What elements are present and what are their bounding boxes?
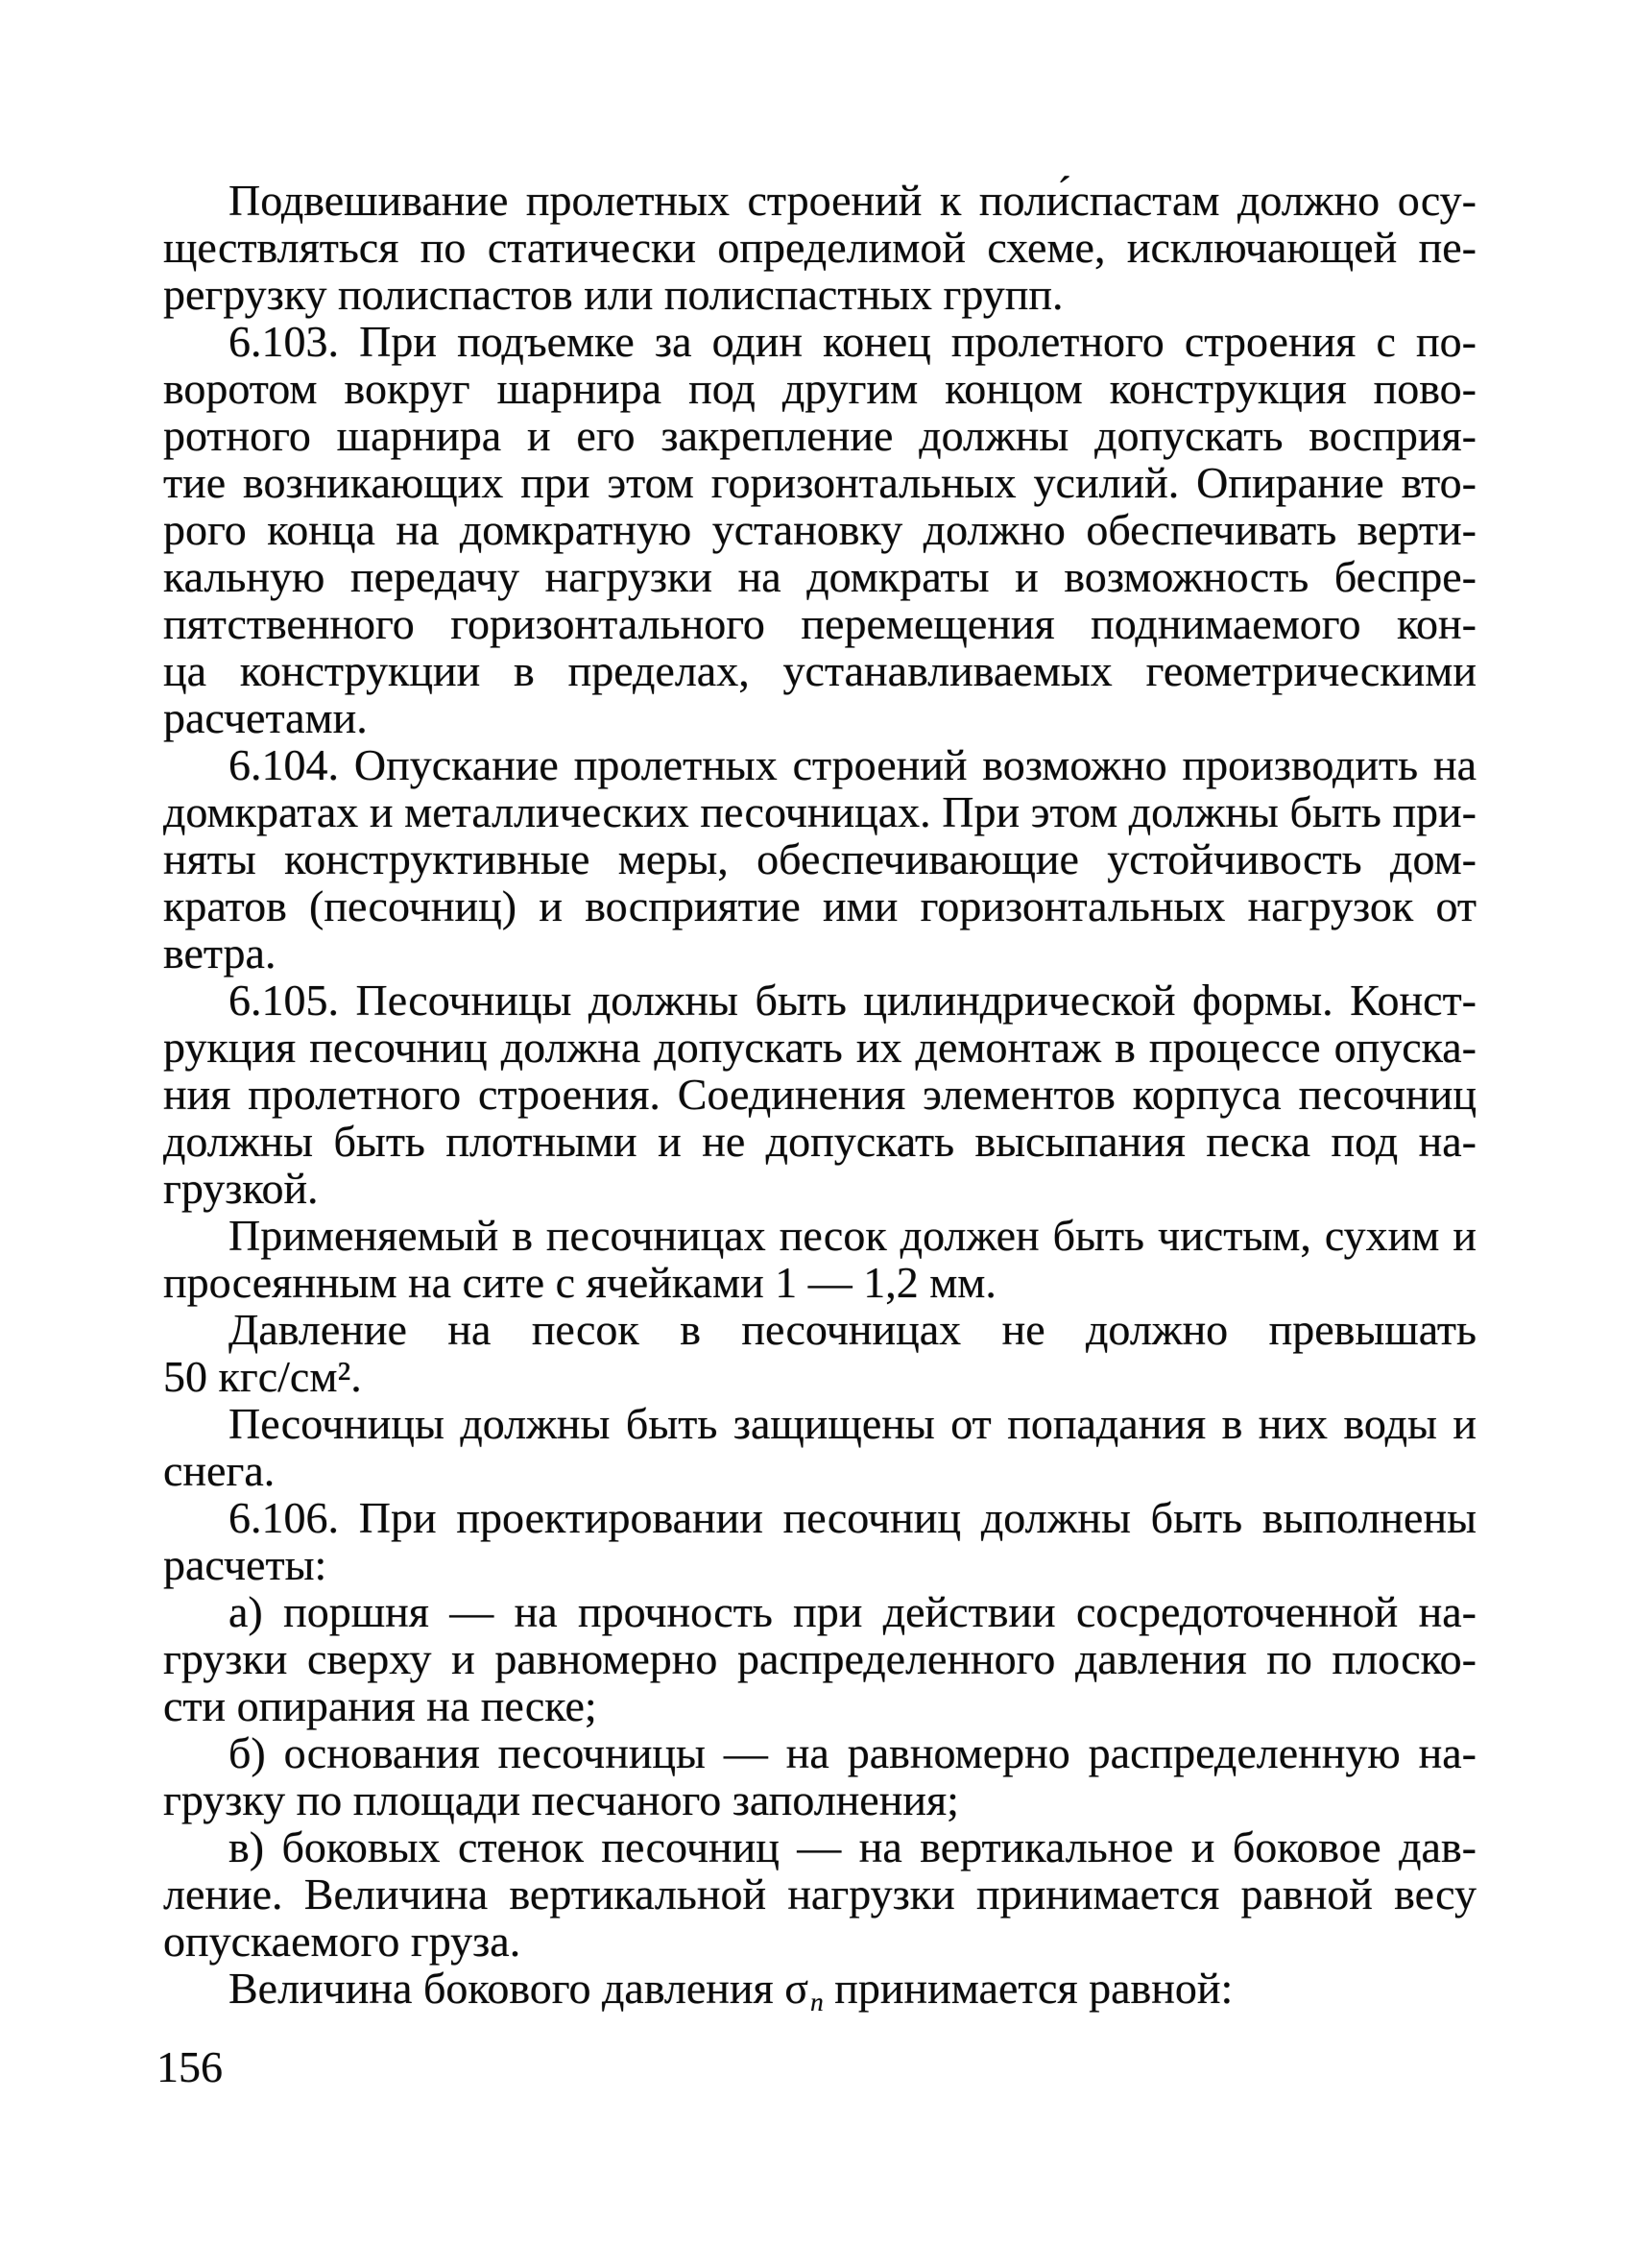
paragraph-6-103 — [163, 318, 1477, 741]
sigma-line-post: принимается равной: — [823, 1964, 1234, 2013]
text-line: должны быть плотными и не допускать высыпания песка под на- — [163, 1117, 1477, 1166]
text-line: ния пролетного строения. Соединения элементов корпуса песочниц — [163, 1070, 1477, 1119]
text-line: снега. — [163, 1446, 276, 1495]
text-block — [163, 177, 1477, 2025]
text-line: в) боковых стенок песочниц — на вертикальное и боковое дав- — [228, 1822, 1477, 1871]
paragraph-sigma — [163, 1965, 1477, 2025]
text-line: ществляться по статически определимой схеме, исключающей пе- — [163, 223, 1477, 272]
text-line: няты конструктивные меры, обеспечивающие устойчивость дом- — [163, 834, 1477, 883]
text-line: грузку по площади песчаного заполнения; — [163, 1775, 959, 1824]
text-line: сти опирания на песке; — [163, 1681, 597, 1730]
text-line: 6.103. При подъемке за один конец пролетного строения с по- — [228, 317, 1477, 366]
paragraph-6-104 — [163, 741, 1477, 977]
text-line: б) основания песочницы — на равномерно распределенную на- — [228, 1728, 1477, 1777]
text-line: ца конструкции в пределах, устанавливаемых геометрическими — [163, 646, 1477, 695]
text-line: 6.106. При проектировании песочниц должны быть выполнены — [228, 1493, 1477, 1542]
text-line: кратов (песочниц) и восприятие ими горизонтальных нагрузок от — [163, 881, 1477, 930]
paragraph-6-106 — [163, 1494, 1477, 1588]
text-line: расчеты: — [163, 1540, 327, 1589]
text-line: регрузку полиспастов или полиспастных групп. — [163, 270, 1064, 319]
sigma-line-pre: Величина бокового давления σ — [228, 1964, 808, 2013]
paragraph-sand — [163, 1212, 1477, 1306]
text-line: кальную передачу нагрузки на домкраты и возможность беспре- — [163, 552, 1477, 601]
paragraph-protection — [163, 1400, 1477, 1494]
text-line: опускаемого груза. — [163, 1917, 521, 1966]
text-line: Подвешивание пролетных строений к поли́спастам должно осу- — [228, 176, 1477, 225]
text-line: домкратах и металлических песочницах. При этом должны быть при- — [163, 787, 1477, 836]
page-number: 156 — [156, 2042, 223, 2091]
text-line: воротом вокруг шарнира под другим концом конструкция пово- — [163, 364, 1477, 413]
text-line: Применяемый в песочницах песок должен быть чистым, сухим и — [228, 1211, 1477, 1260]
text-line: а) поршня — на прочность при действии сосредоточенной на- — [228, 1587, 1477, 1636]
sigma-subscript-n: n — [810, 1986, 824, 2016]
text-line: 6.105. Песочницы должны быть цилиндрической формы. Конст- — [228, 976, 1477, 1025]
paragraph-pressure — [163, 1306, 1477, 1400]
text-line: 6.104. Опускание пролетных строений возможно производить на — [228, 740, 1477, 789]
text-line: пятственного горизонтального перемещения поднимаемого кон- — [163, 599, 1477, 648]
text-line: ветра. — [163, 929, 276, 977]
text-line: расчетами. — [163, 693, 368, 742]
text-line: 50 кгс/см². — [163, 1352, 362, 1401]
text-line: ление. Величина вертикальной нагрузки принимается равной весу — [163, 1870, 1477, 1918]
text-line: тие возникающих при этом горизонтальных усилий. Опирание вто- — [163, 458, 1477, 507]
text-line: рукция песочниц должна допускать их демонтаж в процессе опуска- — [163, 1023, 1477, 1072]
text-line: Песочницы должны быть защищены от попадания в них воды и — [228, 1399, 1477, 1448]
paragraph — [163, 177, 1477, 318]
text-line: рого конца на домкратную установку должно обеспечивать верти- — [163, 505, 1477, 554]
paragraph-item-a — [163, 1588, 1477, 1729]
paragraph-6-105 — [163, 977, 1477, 1212]
text-line: грузкой. — [163, 1164, 319, 1213]
text-line: Давление на песок в песочницах не должно превышать — [228, 1305, 1477, 1354]
text-line: ротного шарнира и его закрепление должны допускать восприя- — [163, 411, 1477, 460]
text-line: грузки сверху и равномерно распределенного давления по плоско- — [163, 1634, 1477, 1683]
paragraph-item-b — [163, 1729, 1477, 1823]
paragraph-item-v — [163, 1823, 1477, 1965]
text-line-sigma — [163, 1965, 1477, 2025]
text-line: просеянным на сите с ячейками 1 — 1,2 мм. — [163, 1258, 997, 1307]
